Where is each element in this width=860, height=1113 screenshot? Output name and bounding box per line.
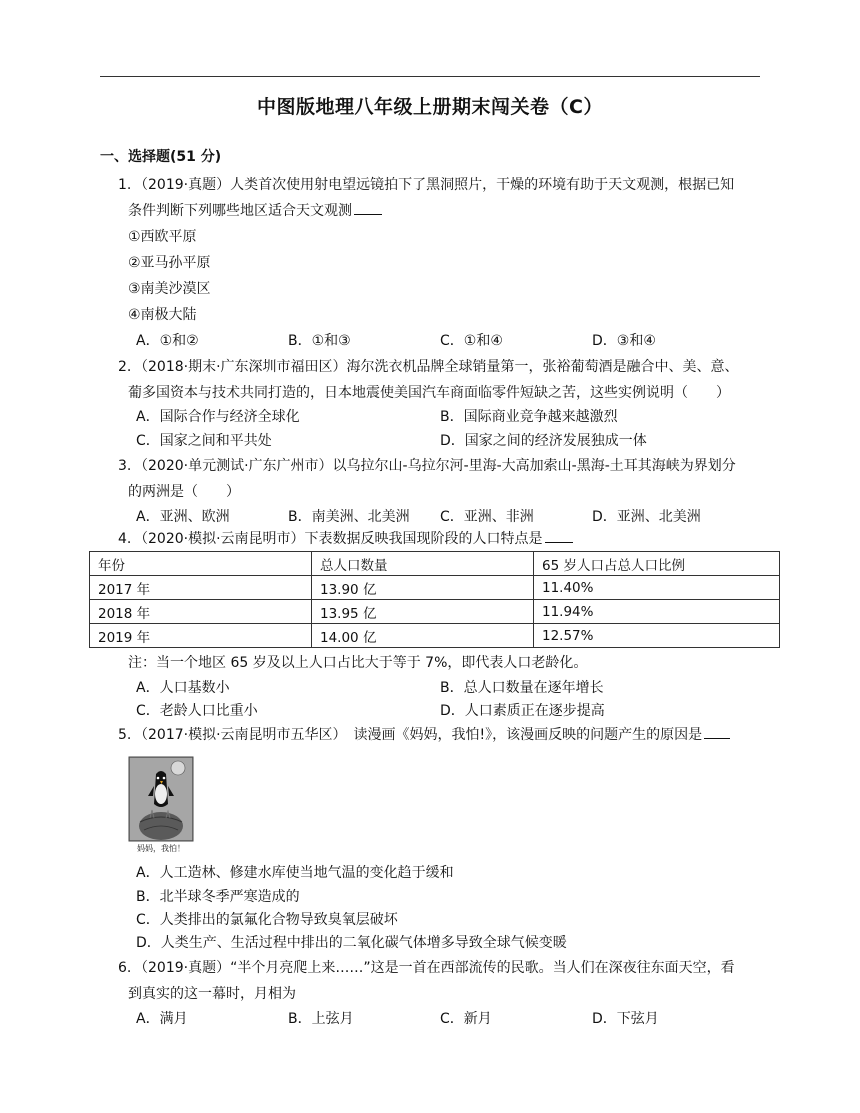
answer-blank [545,528,573,543]
option-c[interactable]: C．国家之间和平共处 [136,433,272,449]
table-row [90,576,780,600]
table-cell: 2018 年 [90,600,312,624]
option-b[interactable]: B．上弦月 [288,1011,354,1027]
cartoon-caption: 妈妈，我怕！ [137,844,185,853]
question-text: （2017·模拟·云南昆明市五华区） 读漫画《妈妈，我怕!》，该漫画反映的问题产生的原因是 [134,722,730,748]
option-a[interactable]: A．国际合作与经济全球化 [136,409,300,425]
population-table [89,551,780,648]
option-d[interactable]: D．国家之间的经济发展独成一体 [440,433,647,449]
table-cell: 11.94% [534,600,780,624]
table-header-cell: 65 岁人口占总人口比例 [534,552,780,576]
header-rule [100,76,760,77]
option-a[interactable]: A．人口基数小 [136,680,230,696]
option-d[interactable]: D．③和④ [592,333,656,349]
question-text-cont: 到真实的这一幕时，月相为 [128,986,296,1002]
option-d[interactable]: D．亚洲、北美洲 [592,509,701,525]
table-cell: 13.95 亿 [312,600,534,624]
table-header-row [90,552,780,576]
question-number: 1. [118,177,132,193]
option-c[interactable]: C．新月 [440,1011,492,1027]
option-b[interactable]: B．北半球冬季严寒造成的 [136,889,300,905]
question-text-cont: 的两洲是（ ） [128,484,240,500]
page-title: 中图版地理八年级上册期末闯关卷（C） [257,96,603,118]
question-text: （2020·模拟·云南昆明市）下表数据反映我国现阶段的人口特点是 [134,526,573,552]
table-cell: 13.90 亿 [312,576,534,600]
answer-blank [704,724,730,739]
option-c[interactable]: C．人类排出的氯氟化合物导致臭氧层破坏 [136,912,398,928]
table-cell: 2017 年 [90,576,312,600]
option-d[interactable]: D．下弦月 [592,1011,659,1027]
option-b[interactable]: B．国际商业竞争越来越激烈 [440,409,618,425]
option-a[interactable]: A．①和② [136,333,199,349]
question-number: 6. [118,960,132,976]
question-number: 3. [118,458,132,474]
option-b[interactable]: B．总人口数量在逐年增长 [440,680,604,696]
table-cell: 14.00 亿 [312,624,534,648]
penguin-cartoon-illustration [128,756,194,856]
option-c[interactable]: C．亚洲、非洲 [440,509,534,525]
question-text: （2018·期末·广东深圳市福田区）海尔洗衣机品牌全球销量第一，张裕葡萄酒是融合中、美、意、 [134,359,739,375]
penguin-cartoon-image [128,756,194,856]
question-number: 2. [118,359,132,375]
table-row [90,600,780,624]
question-text-cont: 条件判断下列哪些地区适合天文观测 [128,198,382,224]
option-c[interactable]: C．老龄人口比重小 [136,703,258,719]
table-header-cell: 年份 [90,552,312,576]
question-number: 4. [118,531,132,547]
table-note: 注：当一个地区 65 岁及以上人口占比大于等于 7%，即代表人口老龄化。 [128,655,588,671]
section-heading: 一、选择题(51 分) [100,149,222,165]
list-item: ①西欧平原 [128,229,197,245]
answer-blank [354,200,382,215]
table-cell: 2019 年 [90,624,312,648]
option-d[interactable]: D．人类生产、生活过程中排出的二氧化碳气体增多导致全球气候变暖 [136,935,567,951]
list-item: ②亚马孙平原 [128,255,211,271]
list-item: ③南美沙漠区 [128,281,211,297]
option-d[interactable]: D．人口素质正在逐步提高 [440,703,605,719]
option-b[interactable]: B．南美洲、北美洲 [288,509,410,525]
question-number: 5. [118,727,132,743]
table-row [90,624,780,648]
table-cell: 12.57% [534,624,780,648]
option-a[interactable]: A．亚洲、欧洲 [136,509,230,525]
question-text: （2019·真题）人类首次使用射电望远镜拍下了黑洞照片，干燥的环境有助于天文观测，根据已知 [134,177,735,193]
list-item: ④南极大陆 [128,307,197,323]
option-a[interactable]: A．人工造林、修建水库使当地气温的变化趋于缓和 [136,865,454,881]
question-text: （2019·真题）“半个月亮爬上来……”这是一首在西部流传的民歌。当人们在深夜往东面天空，看 [134,960,735,976]
table-header-cell: 总人口数量 [312,552,534,576]
option-b[interactable]: B．①和③ [288,333,351,349]
question-text: （2020·单元测试·广东广州市）以乌拉尔山-乌拉尔河-里海-大高加索山-黑海-土耳其海峡为界划分 [134,458,736,474]
question-text-cont: 葡多国资本与技术共同打造的，日本地震使美国汽车商面临零件短缺之苦，这些实例说明（ ） [128,385,730,401]
table-cell: 11.40% [534,576,780,600]
option-c[interactable]: C．①和④ [440,333,503,349]
option-a[interactable]: A．满月 [136,1011,188,1027]
